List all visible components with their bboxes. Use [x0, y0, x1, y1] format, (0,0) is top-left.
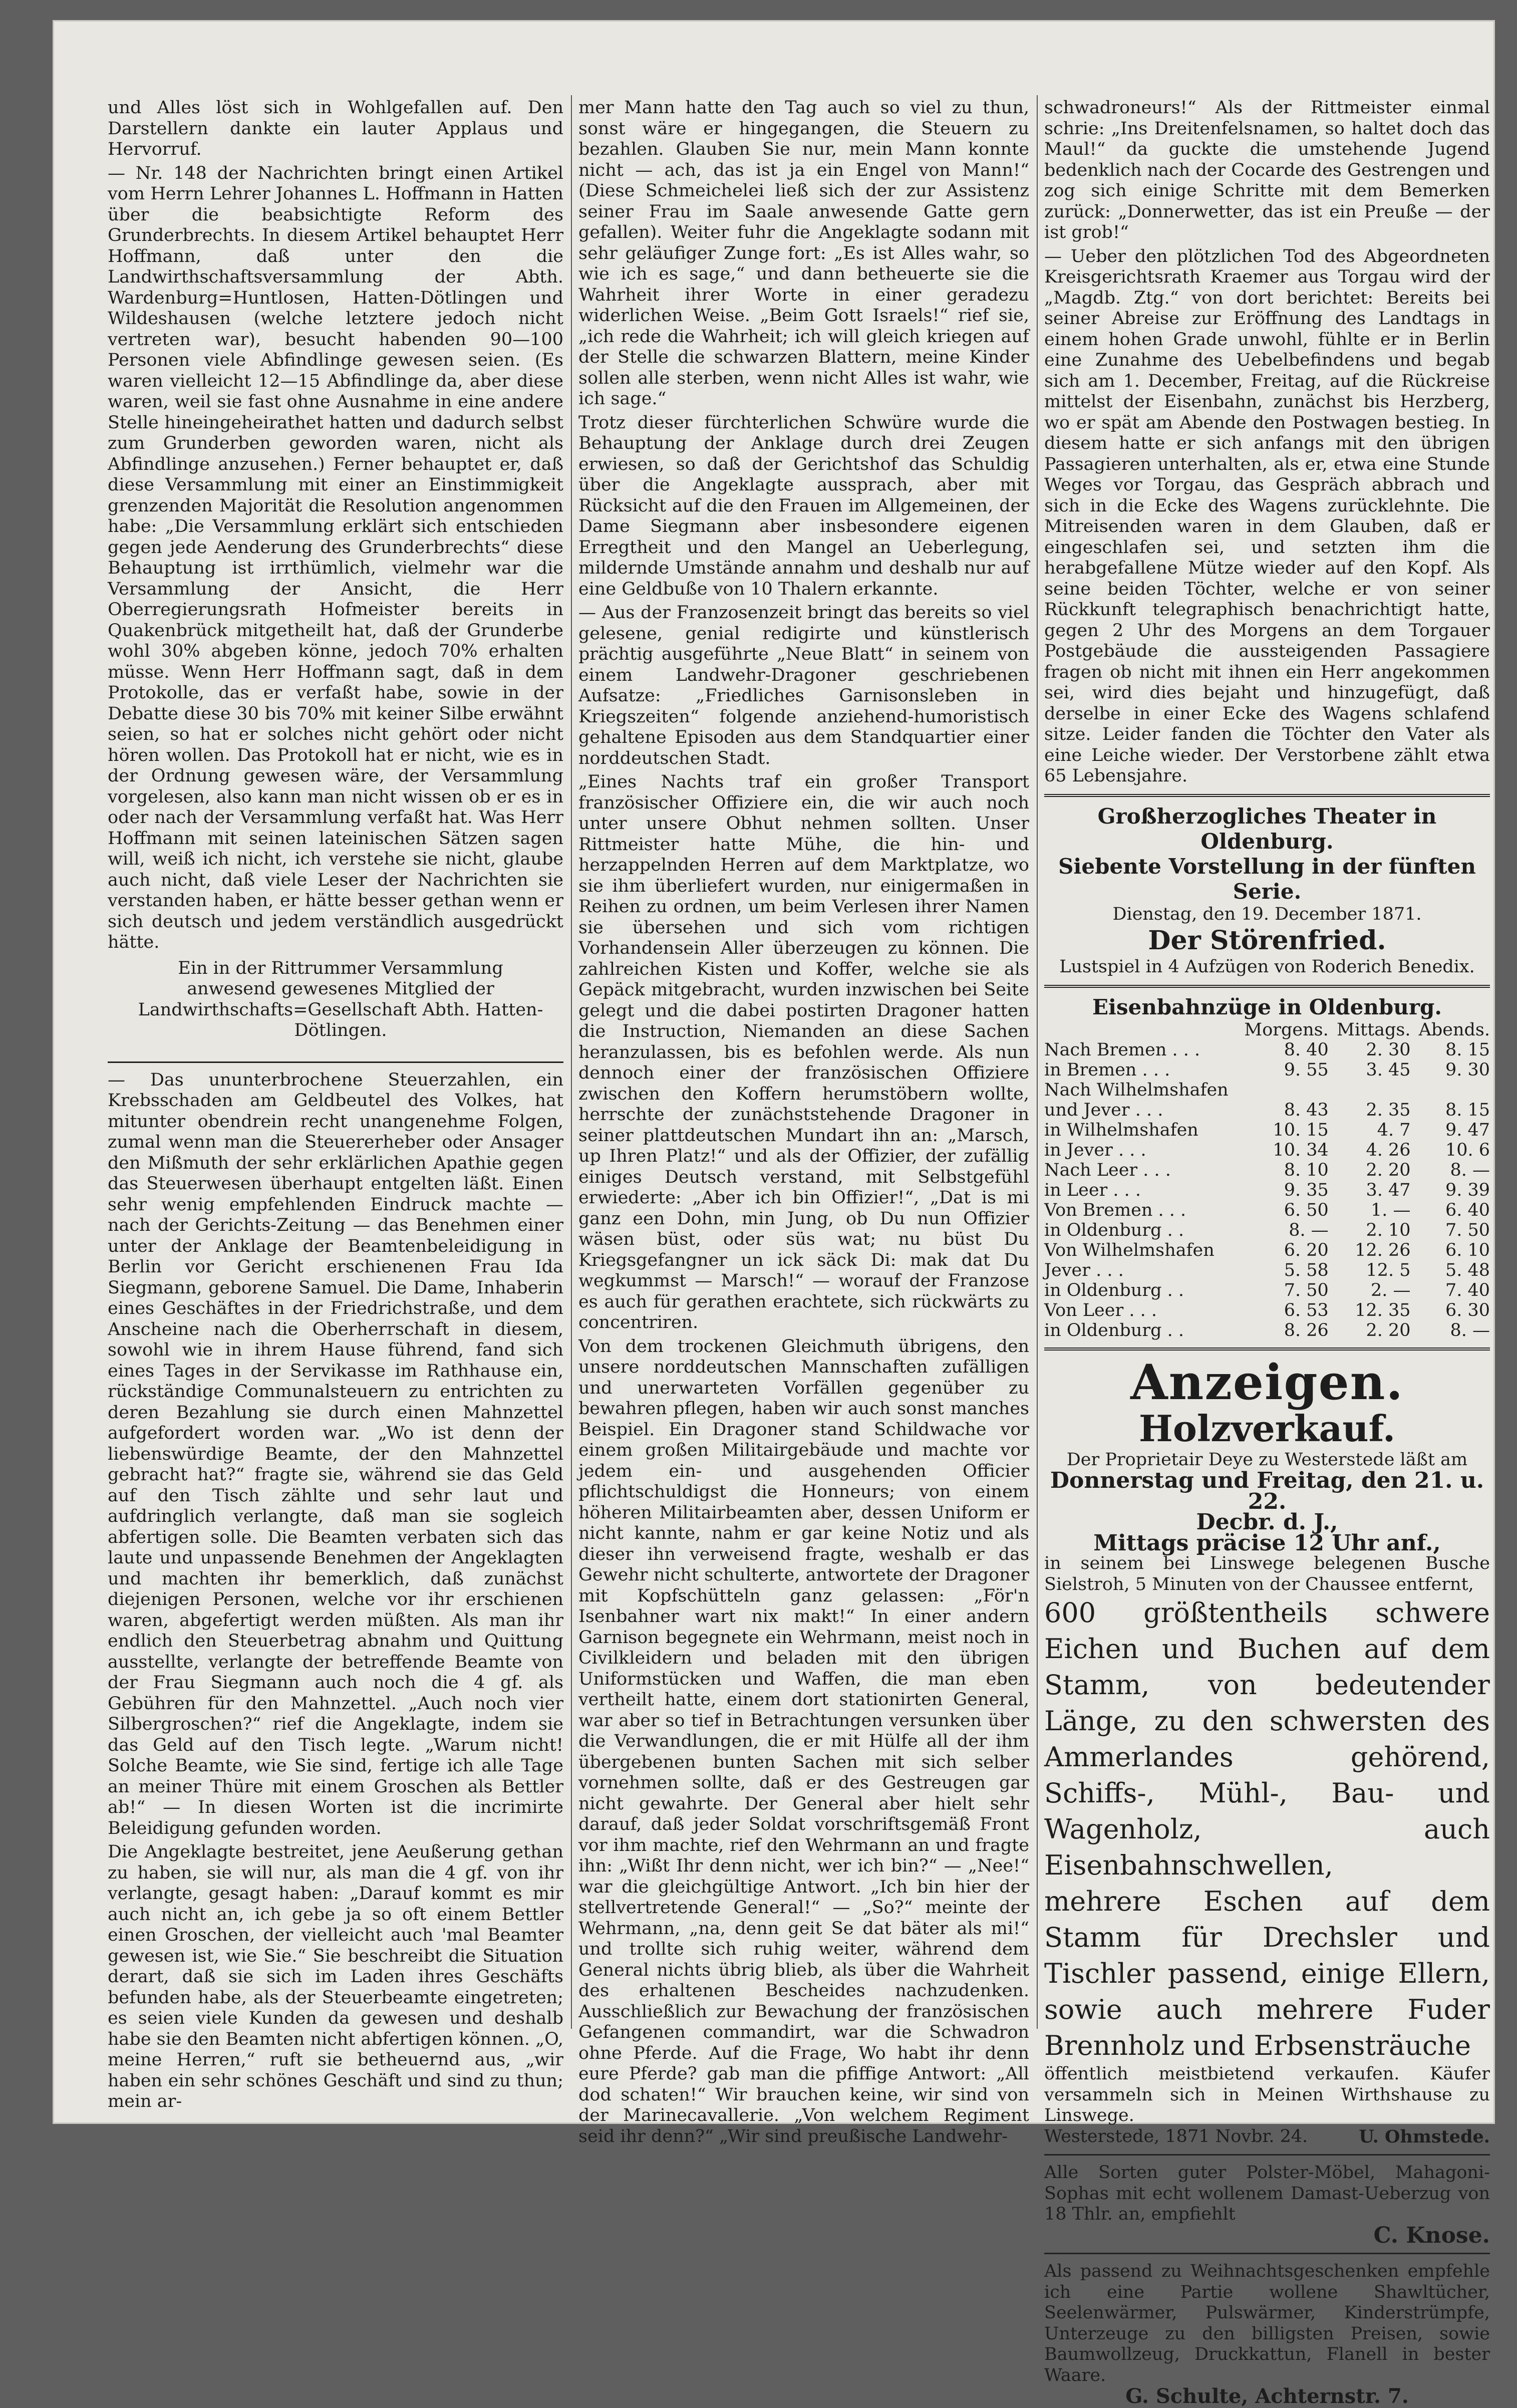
timetable-row: [1044, 1120, 1490, 1140]
timetable-row: [1044, 1300, 1490, 1320]
ad-sale-note: öffentlich meistbietend verkaufen. Käufer versammeln sich in Meinen Wirthshause zu Linswege.: [1044, 2064, 1490, 2125]
theater-play-title: Der Störenfried.: [1148, 925, 1386, 956]
ad-date: Westerstede, 1871 Novbr. 24.: [1044, 2126, 1308, 2147]
divider: [1044, 2253, 1490, 2254]
theater-genre: Lustspiel in 4 Aufzügen von Roderich Benedix.: [1059, 957, 1475, 977]
timetable-row: [1044, 1100, 1490, 1120]
timetable-time: 10. 34: [1273, 1140, 1329, 1160]
ad-intro: Der Proprietair Deye zu Westerstede läßt am: [1066, 1449, 1468, 1470]
article-text: Trotz dieser fürchterlichen Schwüre wurde die Behauptung der Anklage durch drei Zeugen erwiesen, so daß der Gerichtshof das Schuldig über die Angeklagte aussprach, aber mit Rücksicht auf die den Frauen im Allgemeinen, der Dame Siegmann aber insbesondere eigenen Erregtheit und den Mangel an Ueberlegung, mildernde Umstände annahm und deshalb nur auf eine Geldbuße von 10 Thalern erkannte.: [578, 412, 1029, 599]
timetable-route: Von Wilhelmshafen: [1044, 1240, 1215, 1260]
divider: [1044, 2154, 1490, 2156]
timetable-time: 3. 47: [1366, 1180, 1411, 1200]
timetable-row: [1044, 1320, 1490, 1341]
ad-month: Decbr. d. J.,: [1196, 1509, 1338, 1535]
article-steuerzahlen: — Das ununterbrochene Steuerzahlen, ein Krebsschaden am Geldbeutel des Volkes, hat mitunter obendrein recht unangenehme Folgen, zumal wenn man die Steuererheber oder Ansager den Mißmuth der sehr erklärlichen Apathie gegen das Steuerwesen überhaupt entgelten läßt. Einen sehr wenig empfehlenden Eindruck machte — nach der Gerichts-Zeitung — das Benehmen einer unter der Anklage der Beamtenbeleidigung in Berlin vor Gericht erschienenen Frau Ida Siegmann, geborene Samuel. Die Dame, Inhaberin eines Geschäftes in der Friedrichstraße, und dem Anscheine nach die Oberherrschaft in diesem, sowohl wie in ihrem Hause führend, fand sich eines Tages in der Servikasse im Rathhause ein, rückständige Communalsteuern zu entrichten zu deren Bezahlung sie durch einen Mahnzettel aufgefordert worden war. „Wo ist denn der liebenswürdige Beamte, der den Mahnzettel gebracht hat?“ fragte sie, während sie das Geld auf den Tisch zählte und sehr laut und aufdringlich verlangte, daß man sie sogleich abfertigen solle. Die Beamten verbaten sich das laute und unpassende Benehmen der Angeklagten und machten ihr bemerklich, daß zunächst diejenigen Personen, welche vor ihr erschienen waren, abgefertigt werden müßten. Als man ihr endlich den Steuerbetrag abnahm und Quittung ausstellte, verlangte der betreffende Beamte von der Frau Siegmann auch noch die 4 gf. als Gebühren für den Mahnzettel. „Auch noch vier Silbergroschen?“ rief die Angeklagte, indem sie das Geld auf den Tisch legte. „Warum nicht! Solche Beamte, wie Sie sind, fertige ich alle Tage an meiner Thüre mit einem Groschen als Bettler ab!“ — In diesen Worten ist die incrimirte Beleidigung gefunden worden.: [108, 1069, 563, 1838]
timetable-time: 8. —: [1450, 1320, 1490, 1341]
timetable-row: [1044, 1140, 1490, 1160]
article-ploetzlicher-tod: — Ueber den plötzlichen Tod des Abgeordneten Kreisgerichtsrath Kraemer aus Torgau wird der „Magdb. Ztg.“ von dort berichtet: Bereits bei seiner Abreise zur Eröffnung des Landtags in einem hohen Grade unwohl, fühlte er in Berlin eine Zunahme des Uebelbefindens und begab sich am 1. December, Freitag, auf die Rückreise mittelst der Eisenbahn, zunächst bis Herzberg, wo er spät am Abende den Postwagen bestieg. In diesem hatte er sich anfangs mit den übrigen Passagieren unterhalten, als er, etwa eine Stunde Weges vor Torgau, das Gespräch abbrach und sich in die Ecke des Wagens zurücklehnte. Die Mitreisenden waren in dem Glauben, daß er eingeschlafen sei, und setzten ihm die herabgefallene Mütze wieder auf den Kopf. Als seine beiden Töchter, welche er von seiner Rückkunft telegraphisch benachrichtigt hatte, gegen 2 Uhr des Morgens an dem Torgauer Postgebäude die aussteigenden Passagiere fragen ob nicht mit ihnen ein Herr angekommen sei, wird dies bejaht und hinzugefügt, daß derselbe in einer Ecke des Wagens schlafend sitze. Leider fanden die Töchter den Vater als eine Leiche wieder. Der Verstorbene zählt etwa 65 Lebensjahre.: [1044, 246, 1490, 786]
timetable-route: Nach Bremen . . .: [1044, 1039, 1200, 1060]
column-2: [578, 98, 1029, 2150]
column-3: [1044, 98, 1490, 2407]
timetable-row: [1044, 1180, 1490, 1200]
timetable-route: in Oldenburg . .: [1044, 1280, 1184, 1300]
timetable-header: [1044, 1020, 1490, 1040]
timetable-time: [1329, 1080, 1411, 1100]
article-signature: Ein in der Rittrummer Versammlung anwesend gewesenes Mitglied der Landwirthschafts=Gesellschaft Abth. Hatten-Dötlingen.: [138, 958, 543, 1040]
timetable-time: 8. 15: [1445, 1039, 1490, 1060]
ads-heading: Anzeigen.: [1130, 1354, 1404, 1411]
timetable-route: [1044, 1020, 1236, 1040]
article-text: Die Angeklagte bestreitet, jene Aeußerung gethan zu haben, sie will nur, als man die 4 gf. von ihr verlangte, gesagt haben: „Darauf kommt es mir auch nicht an, ich gebe ja so oft einem Bettler einen Groschen, der vielleicht auch 'mal Beamter gewesen ist, wie Sie.“ Sie beschreibt die Situation derart, daß sie sich im Laden ihres Geschäfts befunden habe, als der Steuerbeamte eingetreten; es seien viele Kunden da gewesen und deshalb habe sie den Beamten nicht abfertigen können. „O, meine Herren,“ ruft sie betheuernd aus, „wir haben ein sehr schönes Geschäft und sind zu thun; mein ar-: [108, 1842, 563, 2111]
timetable-route: in Jever . . .: [1044, 1140, 1146, 1160]
theater-heading: Großherzogliches Theater in Oldenburg.: [1097, 804, 1437, 854]
ad-time: Mittags präcise 12 Uhr anf.,: [1093, 1530, 1441, 1556]
timetable-time: 8. 40: [1284, 1039, 1329, 1060]
timetable-time: 2. 20: [1366, 1320, 1411, 1341]
timetable-time: 1. —: [1370, 1200, 1411, 1220]
ad-weihnachten-signature: G. Schulte, Achternstr. 7.: [1125, 2384, 1409, 2408]
timetable-time: 2. —: [1370, 1280, 1411, 1300]
timetable-time: 4. 7: [1377, 1120, 1411, 1140]
timetable-row: [1044, 1200, 1490, 1220]
newspaper-page: [53, 20, 1495, 2408]
timetable-time: 2. 35: [1366, 1100, 1411, 1120]
timetable-row: [1044, 1060, 1490, 1080]
timetable-row: [1044, 1080, 1490, 1100]
timetable-time: 8. 26: [1284, 1320, 1329, 1341]
divider: [1044, 985, 1490, 988]
timetable-route: und Jever . . .: [1044, 1100, 1163, 1120]
timetable-time: 9. 55: [1284, 1059, 1329, 1080]
timetable-time: 8. —: [1289, 1220, 1329, 1240]
timetable-time: 10. 6: [1445, 1140, 1490, 1160]
timetable-time: 7. 50: [1284, 1280, 1329, 1300]
timetable-time: 6. 10: [1445, 1240, 1490, 1260]
timetable-time: 2. 20: [1366, 1160, 1411, 1180]
timetable-time: 6. 40: [1445, 1200, 1490, 1220]
timetable-time: 5. 48: [1445, 1260, 1490, 1280]
timetable-time: 6. 50: [1284, 1200, 1329, 1220]
timetable-route: Nach Wilhelmshafen: [1044, 1080, 1229, 1100]
ad-moebel-signature: C. Knose.: [1373, 2222, 1490, 2248]
article-text: mer Mann hatte den Tag auch so viel zu thun, sonst wäre er hingegangen, die Steuern zu bezahlen. Glauben Sie nur, mein Mann konnte nicht — ach, das ist ja ein Engel von Mann!“ (Diese Schmeichelei ließ sich der zur Assistenz seiner Frau im Saale anwesende Gatte gern gefallen). Weiter fuhr die Angeklagte sodann mit sehr geläufiger Zunge fort: „Es ist Alles wahr, so wie ich es sage,“ und dann betheuerte sie die Wahrheit ihrer Worte in einer geradezu widerlichen Weise. „Beim Gott Israels!“ rief sie, „ich rede die Wahrheit; ich will gleich kriegen auf der Stelle die schwarzen Blattern, meine Kinder sollen alle sterben, wenn nicht Alles ist wahr, wie ich sage.“: [578, 98, 1029, 409]
timetable-time: 12. 35: [1355, 1300, 1411, 1320]
article-text: Von dem trockenen Gleichmuth übrigens, den unsere norddeutschen Mannschaften zufälligen und unerwarteten Vorfällen gegenüber zu bewahren pflegen, haben wir auch sonst manches Beispiel. Ein Dragoner stand Schildwache vor einem großen Militairgebäude und machte vor jedem ein- und ausgehenden Officier pflichtschuldigst die Honneurs; von einem höheren Militairbeamten aber, dessen Uniform er nicht kannte, nahm er gar keine Notiz und als dieser ihn verweisend fragte, weshalb er das Gewehr nicht schulterte, antwortete der Dragoner mit Kopfschütteln ganz gelassen: „För'n Isenbahner wart nix makt!“ In einer andern Garnison begegnete ein Wehrmann, meist noch in Civilkleidern und beladen mit den übrigen Uniformstücken und Waffen, die man eben vertheilt hatte, einem dort stationirten General, war aber so tief in Betrachtungen versunken über die Verwandlungen, die er mit Hülfe all der ihm übergebenen bunten Sachen mit sich selber vornehmen sollte, daß er des Gestreugen gar nicht gewahrte. Der General aber hielt sehr darauf, daß jeder Soldat vorschriftsgemäß Front vor ihm machte, rief den Wehrmann an und fragte ihn: „Wißt Ihr denn nicht, wer ich bin?“ — „Nee!“ war die gleichgültige Antwort. „Ich bin hier der stellvertretende General!“ — „So?“ meinte der Wehrmann, „na, denn geit Se dat bäter als mi!“ und trollte sich ruhig weiter, während dem General nichts übrig blieb, als über die Wahrheit des erhaltenen Bescheides nachzudenken. Ausschließlich zur Bewachung der französischen Gefangenen commandirt, war die Schwadron ohne Pferde. Auf die Frage, Wo habt ihr denn eure Pferde? gab man die pfiffige Antwort: „All dod schaten!“ Wir brauchen keine, wir sind von der Marinecavallerie. „Von welchem Regiment seid ihr denn?“ „Wir sind preußische Landwehr-: [578, 1336, 1029, 2147]
ad-wood-list: 600 größtentheils schwere Eichen und Buchen auf dem Stamm, von bedeutender Länge, zu den schwersten des Ammerlandes gehörend, Schiffs-, Mühl-, Bau- und Wagenholz, auch Eisenbahnschwellen,: [1044, 1597, 1490, 1881]
timetable-row: [1044, 1260, 1490, 1280]
divider: [1044, 1348, 1490, 1351]
timetable-route: Jever . . .: [1044, 1260, 1124, 1280]
timetable-time: 6. 20: [1284, 1240, 1329, 1260]
timetable-row: [1044, 1240, 1490, 1260]
article-text: schwadroneurs!“ Als der Rittmeister einmal schrie: „Ins Dreitenfelsnamen, so haltet doch das Maul!“ da guckte die umstehende Jugend bedenklich nach der Cocarde des Gestrengen und zog sich einige Schritte mit dem Bemerken zurück: „Donnerwetter, das ist ein Preuße — der ist grob!“: [1044, 98, 1490, 242]
ad-wood-list-2: mehrere Eschen auf dem Stamm für Drechsler und Tischler passend, einige Ellern, sowie auch mehrere Fuder Brennholz und Erbsensträuche: [1044, 1886, 1490, 2061]
timetable-row: [1044, 1040, 1490, 1060]
divider: [1044, 794, 1490, 797]
timetable-route: in Bremen . . .: [1044, 1059, 1170, 1080]
timetable-time: 9. 39: [1445, 1180, 1490, 1200]
timetable-time: 8. 15: [1445, 1100, 1490, 1120]
column-1: [108, 98, 563, 2115]
timetable-route: Von Bremen . . .: [1044, 1200, 1186, 1220]
timetable-time: 9. 47: [1445, 1120, 1490, 1140]
ad-signature: U. Ohmstede.: [1359, 2126, 1490, 2147]
timetable-route: in Oldenburg . .: [1044, 1220, 1184, 1240]
timetable-row: [1044, 1160, 1490, 1180]
ad-signature-line: [1044, 2126, 1490, 2148]
timetable-time: 10. 15: [1273, 1120, 1329, 1140]
timetable-time: 2. 30: [1366, 1039, 1411, 1060]
divider: [108, 1061, 563, 1063]
railway-timetable: [1044, 1020, 1490, 1341]
timetable-time: Mittags.: [1336, 1019, 1411, 1040]
timetable-time: 7. 50: [1445, 1220, 1490, 1240]
timetable-time: Morgens.: [1244, 1019, 1329, 1040]
theater-date: Dienstag, den 19. December 1871.: [1112, 904, 1422, 924]
article-text: „Eines Nachts traf ein großer Transport französischer Offiziere ein, die wir auch noch unter unsere Obhut nehmen sollten. Unser Rittmeister hatte Mühe, die hin- und herzappelnden Herren auf dem Marktplatze, wo sie ihm überliefert wurden, nur einigermaßen in Reihen zu ordnen, um beim Verlesen ihrer Namen sie übersehen und sich vom richtigen Vorhandensein Aller überzeugen zu können. Die zahlreichen Kisten und Koffer, welche sie als Gepäck mitgebracht, wurden inzwischen bei Seite gelegt und die dabei postirten Dragoner hatten die Instruction, Niemanden an diese Sachen heranzulassen, bis es befohlen werde. Als nun dennoch einer der französischen Offiziere zwischen den Koffern herumstöbern wollte, herrschte der zunächststehende Dragoner in seiner plattdeutschen Mundart ihn an: „Marsch, up Ihren Platz!“ und als der Offizier, der zufällig einiges Deutsch verstand, mit Selbstgefühl erwiederte: „Aber ich bin Offizier!“, „Dat is mi ganz een Dohn, min Jung, ob Du nun Offizier wäsen büst, oder süs wat; nu büst Du Kriegsgefangner un ick säck Di: mak dat Du wegkummst — Marsch!“ — worauf der Franzose es auch für gerathen erachtete, sich rückwärts zu concentriren.: [578, 772, 1029, 1332]
timetable-route: in Leer . . .: [1044, 1180, 1141, 1200]
ad-weihnachten-text: Als passend zu Weihnachtsgeschenken empfehle ich eine Partie wollene Shawltücher, Seelenwärmer, Pulswärmer, Kinderstrümpfe, Unterzeuge zu den billigsten Preisen, sowie Baumwollzeug, Druckkattun, Flanell in bester Waare.: [1044, 2261, 1490, 2385]
ad-holzverkauf-title: Holzverkauf.: [1138, 1407, 1396, 1450]
column-rule: [571, 95, 572, 2029]
timetable-time: 12. 5: [1366, 1260, 1411, 1280]
timetable-time: 8. 43: [1284, 1100, 1329, 1120]
timetable-time: 3. 45: [1366, 1059, 1411, 1080]
timetable-time: 6. 53: [1284, 1300, 1329, 1320]
timetable-time: [1236, 1080, 1328, 1100]
article-text: und Alles löst sich in Wohlgefallen auf. Den Darstellern dankte ein lauter Applaus und Hervorruf.: [108, 98, 563, 159]
timetable-route: Von Leer . . .: [1044, 1300, 1157, 1320]
timetable-time: 8. 10: [1284, 1160, 1329, 1180]
timetable-time: 7. 40: [1445, 1280, 1490, 1300]
timetable-time: 2. 10: [1366, 1220, 1411, 1240]
ad-days: Donnerstag und Freitag, den 21. u. 22.: [1050, 1468, 1484, 1514]
article-grunderbrecht: — Nr. 148 der Nachrichten bringt einen Artikel vom Herrn Lehrer Johannes L. Hoffmann in Hatten über die beabsichtigte Reform des Grunderbrechts. In diesem Artikel behauptet Herr Hoffmann, daß unter den die Landwirthschaftsversammlung der Abth. Wardenburg=Huntlosen, Hatten-Dötlingen und Wildeshausen (welche letztere jedoch nicht vertreten war), besucht habenden 90—100 Personen viele Abfindlinge gewesen seien. (Es waren vielleicht 12—15 Abfindlinge da, aber diese waren, weil sie fast ohne Ausnahme in eine andere Stelle hineingeheirathet hatten und dadurch selbst zum Grunderben geworden waren, nicht als Abfindlinge anzusehen.) Ferner behauptet er, daß diese Versammlung mit einer an Einstimmigkeit grenzenden Majorität die Resolution angenommen habe: „Die Versammlung erklärt sich entschieden gegen jede Aenderung des Grunderbrechts“ diese Behauptung ist irrthümlich, vielmehr war die Versammlung der Ansicht, die Herr Oberregierungsrath Hofmeister bereits in Quakenbrück mitgetheilt hat, daß der Grunderbe wohl 30% abgeben könne, jedoch 70% erhalten müsse. Wenn Herr Hoffmann sagt, daß in dem Protokolle, das er verfaßt habe, sowie in der Debatte diese 30 bis 70% mit keiner Silbe erwähnt seien, so hat er solches nicht gehört oder nicht hören wollen. Das Protokoll hat er nicht, wie es in der Ordnung gewesen wäre, der Versammlung vorgelesen, also kann man nicht wissen ob er es in oder nach der Versammlung verfaßt hat. Was Herr Hoffmann mit seinen lateinischen Sätzen sagen will, weiß ich nicht, ich verstehe sie nicht, glaube auch nicht, daß viele Leser der Nachrichten sie verstanden haben, er hätte besser gethan wenn er sich deutsch und jedem verständlich ausgedrückt hätte.: [108, 163, 563, 952]
timetable-time: [1411, 1080, 1490, 1100]
column-rule: [1037, 95, 1038, 2029]
timetable-time: 8. —: [1450, 1160, 1490, 1180]
timetable-time: 5. 58: [1284, 1260, 1329, 1280]
timetable-time: 4. 26: [1366, 1140, 1411, 1160]
timetable-time: Abends.: [1418, 1019, 1490, 1040]
railway-heading: Eisenbahnzüge in Oldenburg.: [1092, 994, 1442, 1019]
timetable-time: 9. 30: [1445, 1059, 1490, 1080]
theater-subheading: Siebente Vorstellung in der fünften Serie.: [1058, 854, 1476, 904]
timetable-time: 9. 35: [1284, 1180, 1329, 1200]
ad-location: in seinem bei Linswege belegenen Busche Sielstroh, 5 Minuten von der Chaussee entfernt,: [1044, 1553, 1490, 1594]
timetable-time: 12. 26: [1355, 1240, 1411, 1260]
timetable-route: Nach Leer . . .: [1044, 1160, 1171, 1180]
timetable-time: 6. 30: [1445, 1300, 1490, 1320]
timetable-row: [1044, 1280, 1490, 1300]
timetable-row: [1044, 1220, 1490, 1240]
timetable-route: in Oldenburg . .: [1044, 1320, 1184, 1341]
ad-moebel-text: Alle Sorten guter Polster-Möbel, Mahagoni-Sophas mit echt wollenem Damast-Ueberzug von 18 Thlr. an, empfiehlt: [1044, 2163, 1490, 2224]
article-franzosenzeit: — Aus der Franzosenzeit bringt das bereits so viel gelesene, genial redigirte und künstlerisch prächtig ausgeführte „Neue Blatt“ in seinem von einem Landwehr-Dragoner geschriebenen Aufsatze: „Friedliches Garnisonsleben in Kriegszeiten“ folgende anziehend-humoristisch gehaltene Episoden aus dem Standquartier einer norddeutschen Stadt.: [578, 603, 1029, 768]
timetable-route: in Wilhelmshafen: [1044, 1120, 1198, 1140]
